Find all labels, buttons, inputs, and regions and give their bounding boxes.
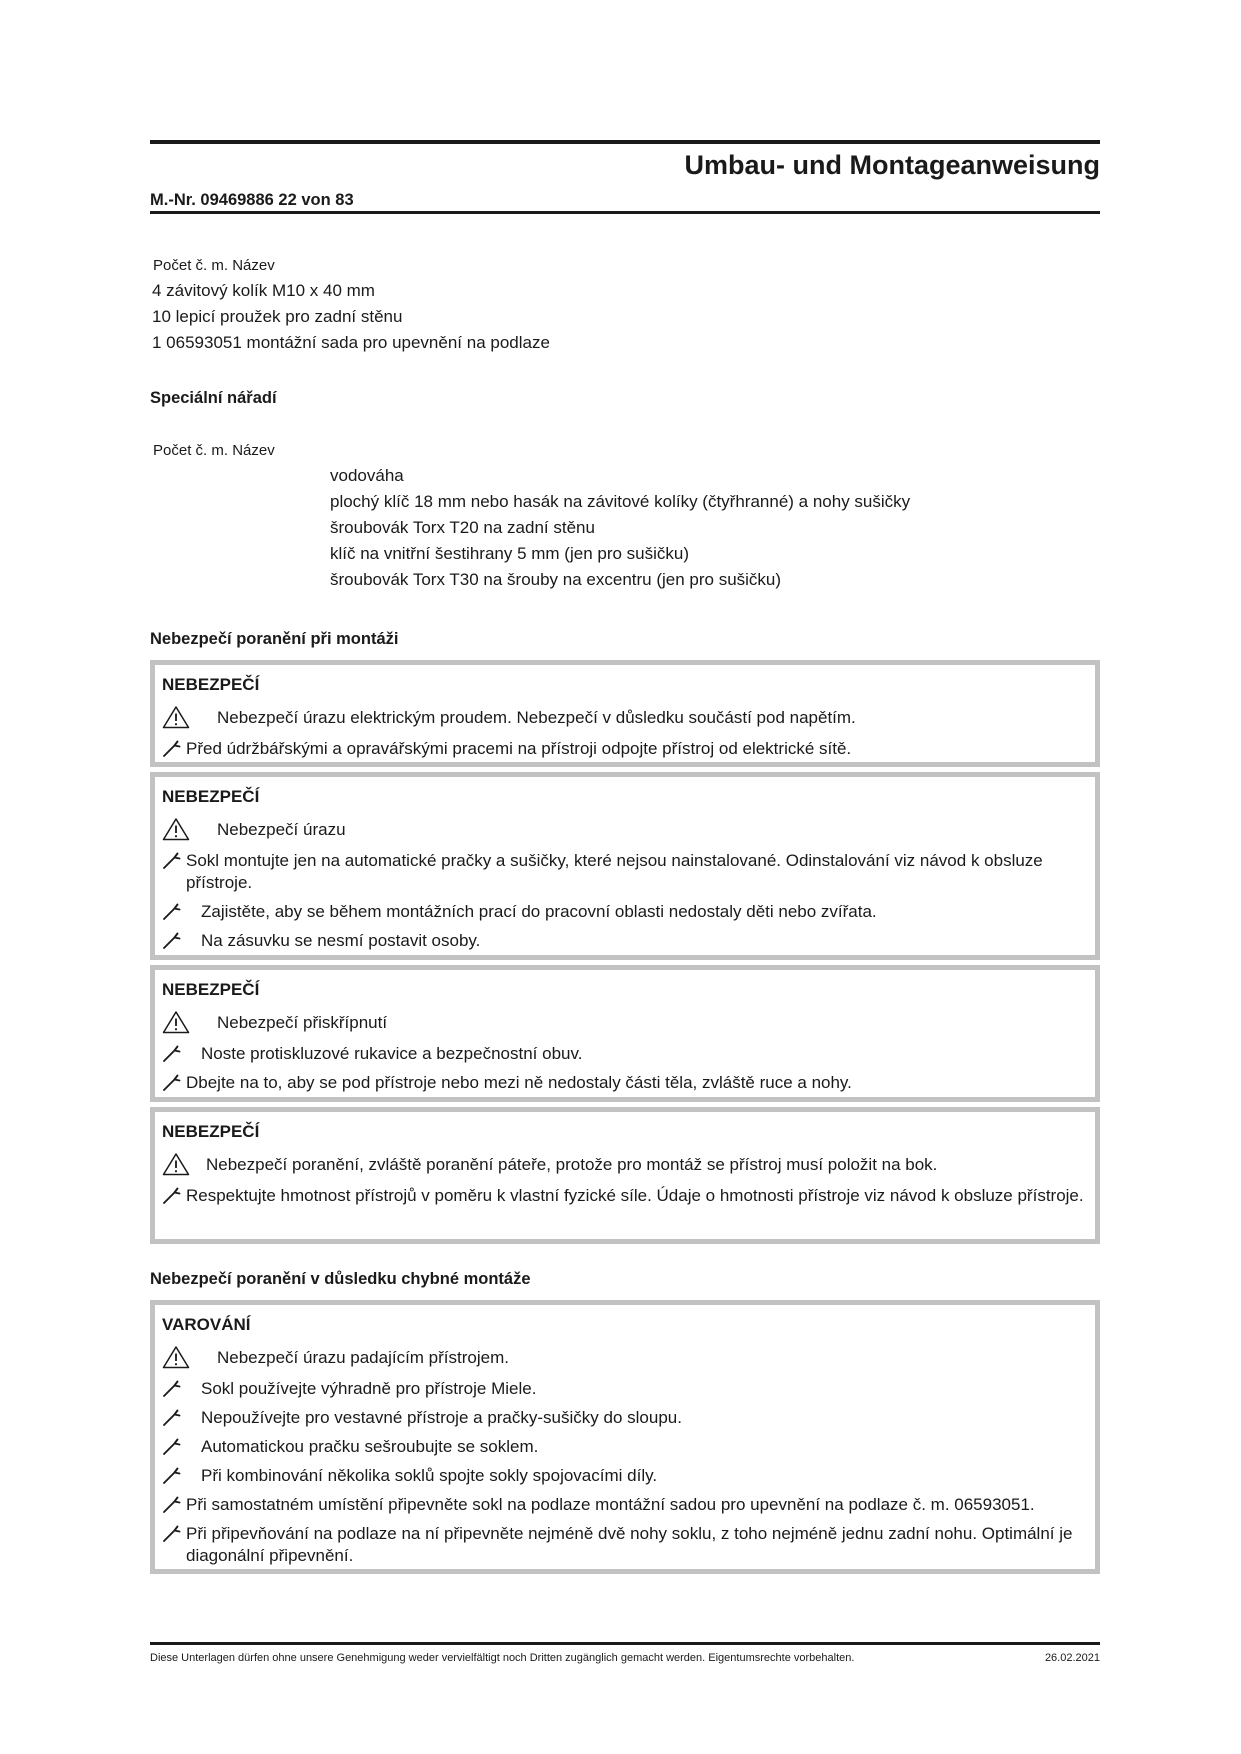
tools-list-item: šroubovák Torx T20 na zadní stěnu bbox=[330, 518, 595, 537]
wrench-icon bbox=[162, 1074, 182, 1098]
wrench-icon bbox=[162, 1496, 182, 1520]
hazard-text: Nebezpečí úrazu padajícím přístrojem. bbox=[217, 1348, 509, 1367]
tools-list bbox=[330, 463, 910, 593]
tools-list-item: vodováha bbox=[330, 466, 404, 485]
danger-box-title: NEBEZPEČÍ bbox=[162, 787, 260, 806]
safety-step bbox=[162, 1043, 1085, 1065]
hazard-row bbox=[162, 819, 1085, 843]
safety-step bbox=[162, 930, 1085, 952]
danger-box-title: NEBEZPEČÍ bbox=[162, 980, 260, 999]
footer-date: 26.02.2021 bbox=[1044, 1652, 1100, 1664]
safety-step bbox=[162, 1436, 1085, 1458]
footer-rule bbox=[150, 1642, 1100, 1645]
tools-list-item: šroubovák Torx T30 na šrouby na excentru (jen pro sušičku) bbox=[330, 570, 782, 589]
faulty-assembly-heading: Nebezpečí poranění v důsledku chybné montáže bbox=[150, 1270, 531, 1288]
header-rule bbox=[150, 140, 1100, 144]
step-text: Při kombinování několika soklů spojte sokly spojovacími díly. bbox=[201, 1466, 658, 1485]
danger-box-electric bbox=[150, 660, 1100, 767]
step-text: Noste protiskluzové rukavice a bezpečnostní obuv. bbox=[201, 1044, 583, 1063]
danger-box-title: NEBEZPEČÍ bbox=[162, 1122, 260, 1141]
safety-step bbox=[162, 738, 1085, 760]
parts-list-column-headers: Počet č. m. Název bbox=[153, 257, 275, 274]
document-number: M.-Nr. 09469886 22 von 83 bbox=[150, 191, 354, 209]
safety-step bbox=[162, 1494, 1085, 1516]
warning-box-title: VAROVÁNÍ bbox=[162, 1315, 251, 1334]
step-text: Na zásuvku se nesmí postavit osoby. bbox=[201, 931, 481, 950]
header-underline bbox=[150, 211, 1100, 214]
wrench-icon bbox=[162, 1409, 182, 1433]
step-text: Respektujte hmotnost přístrojů v poměru k vlastní fyzické síle. Údaje o hmotnosti přístroje viz návod k obsluze přístroje. bbox=[186, 1186, 1084, 1205]
warning-triangle-icon bbox=[162, 1345, 190, 1375]
safety-step bbox=[162, 1185, 1085, 1207]
document-title: Umbau- und Montageanweisung bbox=[684, 150, 1100, 180]
step-text: Při připevňování na podlaze na ní připevněte nejméně dvě nohy soklu, z toho nejméně jednu zadní nohu. Optimální je diagonální připevnění. bbox=[186, 1524, 1073, 1565]
hazard-text: Nebezpečí úrazu bbox=[217, 820, 346, 839]
parts-list-item: 4 závitový kolík M10 x 40 mm bbox=[152, 281, 375, 300]
warning-box-falling bbox=[150, 1300, 1100, 1574]
tools-list-item: klíč na vnitřní šestihrany 5 mm (jen pro sušičku) bbox=[330, 544, 690, 563]
step-text: Sokl montujte jen na automatické pračky a sušičky, které nejsou nainstalované. Odinstalování viz návod k obsluze přístroje. bbox=[186, 851, 1043, 892]
danger-box-injury bbox=[150, 772, 1100, 960]
wrench-icon bbox=[162, 1525, 182, 1549]
parts-list-item: 10 lepicí proužek pro zadní stěnu bbox=[152, 307, 403, 326]
step-text: Automatickou pračku sešroubujte se soklem. bbox=[201, 1437, 539, 1456]
hazard-row bbox=[162, 707, 1085, 731]
step-text: Nepoužívejte pro vestavné přístroje a pračky-sušičky do sloupu. bbox=[201, 1408, 682, 1427]
danger-box-spine bbox=[150, 1107, 1100, 1244]
warning-triangle-icon bbox=[162, 1152, 190, 1182]
hazard-text: Nebezpečí přiskřípnutí bbox=[217, 1013, 388, 1032]
wrench-icon bbox=[162, 932, 182, 956]
safety-step bbox=[162, 1072, 1085, 1094]
step-text: Při samostatném umístění připevněte sokl na podlaze montážní sadou pro upevnění na podlaze č. m. 06593051. bbox=[186, 1495, 1035, 1514]
wrench-icon bbox=[162, 1045, 182, 1069]
wrench-icon bbox=[162, 903, 182, 927]
parts-list-item: 1 06593051 montážní sada pro upevnění na podlaze bbox=[152, 333, 550, 352]
hazard-row bbox=[162, 1347, 1085, 1371]
safety-step bbox=[162, 850, 1085, 894]
parts-list bbox=[152, 278, 550, 356]
danger-box-pinching bbox=[150, 965, 1100, 1102]
step-text: Sokl používejte výhradně pro přístroje Miele. bbox=[201, 1379, 537, 1398]
hazard-row bbox=[162, 1154, 1085, 1178]
wrench-icon bbox=[162, 1438, 182, 1462]
safety-step bbox=[162, 1523, 1085, 1567]
hazard-text: Nebezpečí úrazu elektrickým proudem. Nebezpečí v důsledku součástí pod napětím. bbox=[217, 708, 856, 727]
step-text: Dbejte na to, aby se pod přístroje nebo mezi ně nedostaly části těla, zvláště ruce a nohy. bbox=[186, 1073, 852, 1092]
warning-triangle-icon bbox=[162, 1010, 190, 1040]
assembly-injury-heading: Nebezpečí poranění při montáži bbox=[150, 630, 399, 648]
wrench-icon bbox=[162, 1380, 182, 1404]
footer-note: Diese Unterlagen dürfen ohne unsere Genehmigung weder vervielfältigt noch Dritten zugänglich gemacht werden. Eigentumsrechte vorbehalten. bbox=[150, 1652, 855, 1664]
wrench-icon bbox=[162, 1467, 182, 1491]
warning-triangle-icon bbox=[162, 705, 190, 735]
hazard-row bbox=[162, 1012, 1085, 1036]
danger-box-title: NEBEZPEČÍ bbox=[162, 675, 260, 694]
wrench-icon bbox=[162, 740, 182, 764]
safety-step bbox=[162, 1378, 1085, 1400]
document-page bbox=[150, 0, 1100, 1754]
hazard-text: Nebezpečí poranění, zvláště poranění páteře, protože pro montáž se přístroj musí položit na bok. bbox=[206, 1155, 938, 1174]
safety-step bbox=[162, 1407, 1085, 1429]
step-text: Před údržbářskými a opravářskými pracemi na přístroji odpojte přístroj od elektrické sítě. bbox=[186, 739, 852, 758]
wrench-icon bbox=[162, 852, 182, 876]
step-text: Zajistěte, aby se během montážních prací do pracovní oblasti nedostaly děti nebo zvířata. bbox=[201, 902, 877, 921]
tools-column-headers: Počet č. m. Název bbox=[153, 442, 275, 459]
special-tools-heading: Speciální nářadí bbox=[150, 389, 277, 407]
safety-step bbox=[162, 901, 1085, 923]
warning-triangle-icon bbox=[162, 817, 190, 847]
wrench-icon bbox=[162, 1187, 182, 1211]
tools-list-item: plochý klíč 18 mm nebo hasák na závitové kolíky (čtyřhranné) a nohy sušičky bbox=[330, 492, 911, 511]
safety-step bbox=[162, 1465, 1085, 1487]
